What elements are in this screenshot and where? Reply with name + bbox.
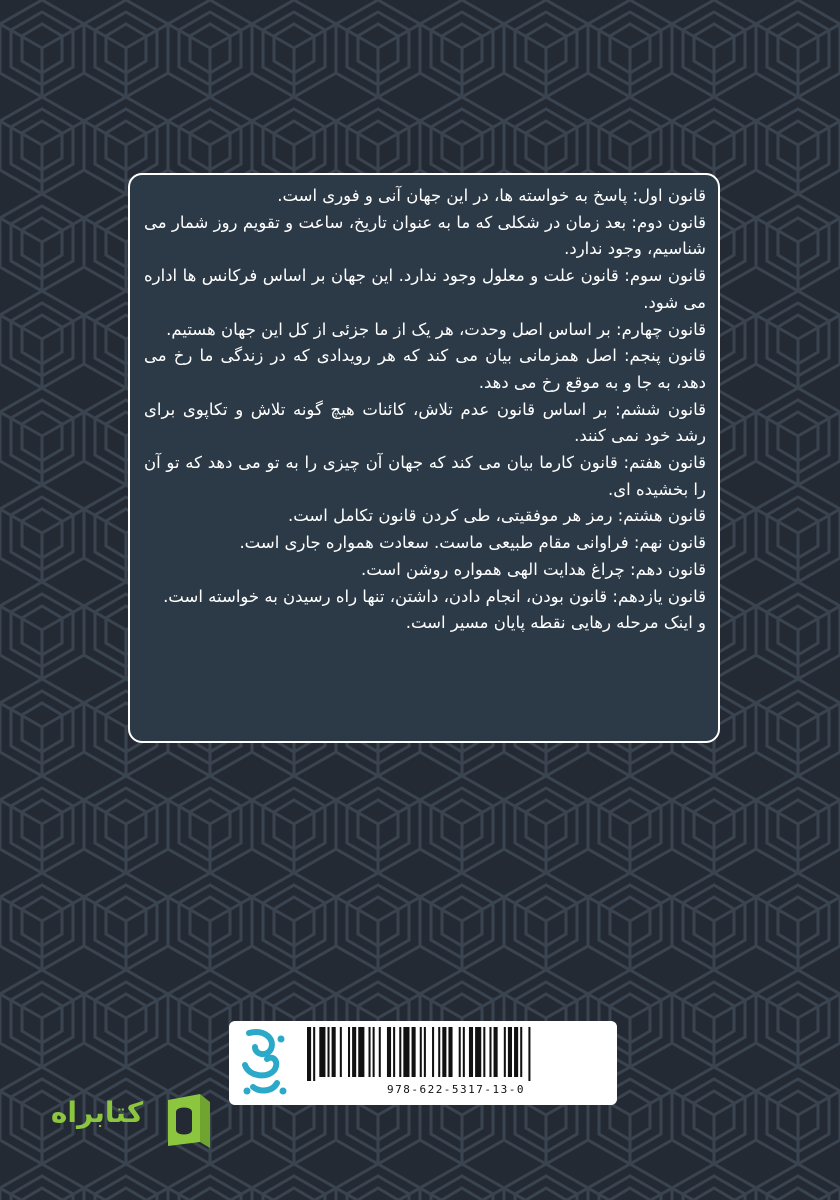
publisher-name: کتابراه [50, 1096, 144, 1129]
barcode-bar [332, 1027, 336, 1077]
barcode [305, 1027, 607, 1097]
barcode-bar [399, 1027, 401, 1077]
barcode-bar [319, 1027, 325, 1077]
law-9: قانون نهم: فراوانی مقام طبیعی ماست. سعادت همواره جاری است. [239, 533, 706, 553]
barcode-bar [448, 1027, 452, 1077]
barcode-bar [393, 1027, 395, 1077]
publisher-logo [38, 1090, 216, 1150]
law-10: قانون دهم: چراغ هدایت الهی همواره روشن است. [360, 559, 706, 579]
barcode-bar [403, 1027, 409, 1077]
barcode-bar [469, 1027, 473, 1077]
barcode-bar [520, 1027, 522, 1077]
barcode-bar [412, 1027, 416, 1077]
imprint-logo [235, 1025, 291, 1099]
isbn-number: 978-622-5317-13-0 [386, 1083, 526, 1096]
barcode-bar [504, 1027, 506, 1077]
barcode-bar [340, 1027, 342, 1077]
barcode-bar [432, 1027, 434, 1077]
barcode-bar [373, 1027, 375, 1077]
law-4: قانون چهارم: بر اساس اصل وحدت، هر یک از ما جزئی از کل این جهان هستیم. [166, 319, 706, 339]
barcode-bar [379, 1027, 381, 1077]
barcode-bar [459, 1027, 461, 1077]
barcode-bars [305, 1027, 607, 1081]
barcode-bar [352, 1027, 356, 1077]
barcode-bar [483, 1027, 485, 1077]
barcode-bar [528, 1027, 530, 1081]
law-1: قانون اول: پاسخ به خواسته ها، در این جهان آنی و فوری است. [277, 186, 706, 205]
barcode-bar [442, 1027, 446, 1077]
barcode-bar [307, 1027, 311, 1081]
barcode-bar [489, 1027, 491, 1077]
law-2: قانون دوم: بعد زمان در شکلی که ما به عنوان تاریخ، ساعت و تقویم روز شمار می شناسیم، وجود ندارد. [144, 212, 706, 259]
barcode-label [229, 1021, 617, 1105]
law-3: قانون سوم: قانون علت و معلول وجود ندارد. این جهان بر اساس فرکانس ها اداره می شود. [144, 266, 706, 312]
laws-panel [128, 173, 720, 743]
barcode-bar [424, 1027, 426, 1077]
barcode-bar [358, 1027, 364, 1077]
law-5: قانون پنجم: اصل همزمانی بیان می کند که هر رویدادی که در زندگی ما رخ می دهد، به جا و به موقع رخ می دهد. [144, 346, 706, 392]
law-8: قانون هشتم: رمز هر موفقیتی، طی کردن قانون تکامل است. [287, 506, 706, 526]
publisher-mark-icon [156, 1090, 216, 1150]
barcode-bar [514, 1027, 518, 1077]
barcode-bar [463, 1027, 465, 1077]
barcode-bar [313, 1027, 315, 1081]
barcode-bar [475, 1027, 481, 1077]
barcode-bar [420, 1027, 422, 1077]
barcode-bar [508, 1027, 512, 1077]
barcode-bar [328, 1027, 330, 1077]
barcode-bar [348, 1027, 350, 1077]
law-11: قانون یازدهم: قانون بودن، انجام دادن، داشتن، تنها راه رسیدن به خواسته است. [163, 586, 706, 606]
law-6: قانون ششم: بر اساس قانون عدم تلاش، کائنات هیچ گونه تلاش و تکاپوی برای رشد خود نمی کنند. [144, 399, 706, 446]
law-7: قانون هفتم: قانون کارما بیان می کند که جهان آن چیزی را به تو می دهد که تو آن را بخشیده ای. [144, 453, 706, 499]
barcode-bar [369, 1027, 371, 1077]
barcode-bar [387, 1027, 391, 1077]
closing-line: و اینک مرحله رهایی نقطه پایان مسیر است. [405, 613, 706, 633]
barcode-bar [438, 1027, 440, 1077]
barcode-bar [494, 1027, 498, 1077]
